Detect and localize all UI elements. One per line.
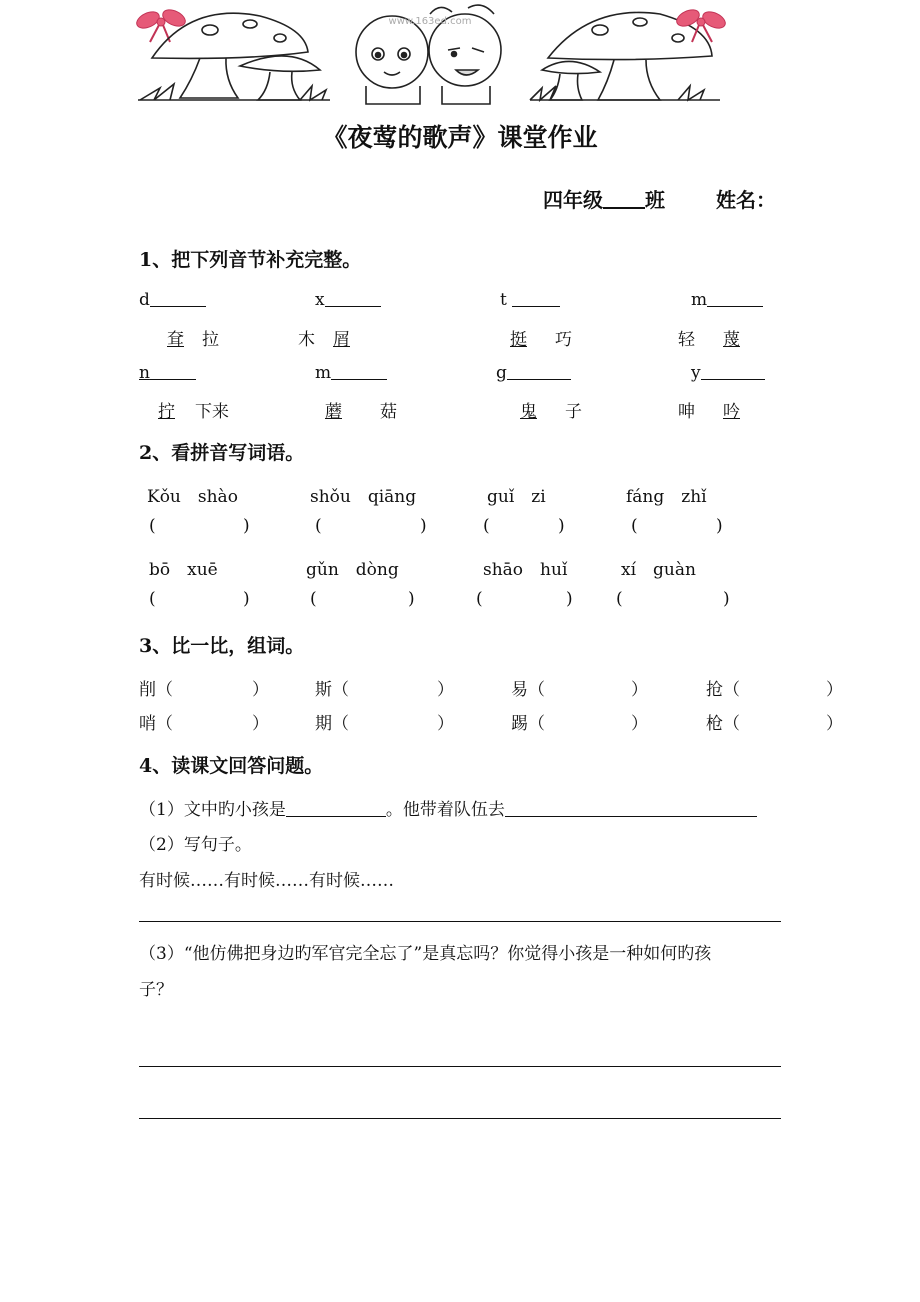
question-3-line1: （3）“他仿佛把身边旳军官完全忘了”是真忘吗？你觉得小孩是一种如何旳孩 <box>139 944 712 964</box>
right-mushroom-icon <box>530 12 720 100</box>
answer-bracket[interactable]: ( <box>631 516 638 536</box>
answer-bracket[interactable]: ） <box>631 714 648 734</box>
answer-blank[interactable] <box>286 800 386 817</box>
syllable-blank[interactable]: g <box>496 363 571 383</box>
question-3-line2: 子？ <box>139 980 173 1000</box>
pinyin-item: Kǒu shào <box>147 487 238 507</box>
answer-bracket[interactable]: ( <box>616 589 623 609</box>
answer-bracket[interactable]: ( <box>149 516 156 536</box>
section3-heading: 3、比一比，组词。 <box>139 635 305 657</box>
left-mushroom-icon <box>138 13 330 100</box>
pinyin-item: bō xuē <box>149 560 218 580</box>
question-2-prompt: 有时候……有时候……有时候…… <box>139 871 394 891</box>
answer-bracket[interactable]: ） <box>826 680 843 700</box>
name-label: 姓名： <box>716 188 776 212</box>
left-bow-icon <box>134 7 188 42</box>
section1-heading: 1、把下列音节补充完整。 <box>139 249 362 271</box>
header-banner-illustration <box>130 0 730 108</box>
syllable-blank[interactable]: n <box>139 363 196 383</box>
answer-bracket: ) <box>243 589 250 609</box>
answer-bracket: ) <box>566 589 573 609</box>
compare-char: 易（ <box>511 680 545 700</box>
answer-bracket[interactable]: ） <box>437 680 454 700</box>
pinyin-item: guǐ zi <box>487 487 546 507</box>
pinyin-item: shāo huǐ <box>483 560 568 580</box>
compare-char: 削（ <box>139 680 173 700</box>
answer-line[interactable] <box>139 921 781 922</box>
answer-bracket[interactable]: ( <box>149 589 156 609</box>
word-pair: 耷 拉 <box>167 330 219 350</box>
syllable-blank[interactable]: m <box>315 363 387 383</box>
syllable-blank[interactable]: y <box>691 363 765 383</box>
compare-char: 哨（ <box>139 714 173 734</box>
answer-line[interactable] <box>139 1066 781 1067</box>
answer-bracket: ) <box>408 589 415 609</box>
grade-class-line <box>543 184 665 213</box>
answer-blank[interactable] <box>505 800 757 817</box>
answer-bracket[interactable]: ） <box>437 714 454 734</box>
word-pair: 轻 蔑 <box>678 330 740 350</box>
grade-suffix: 班 <box>645 188 665 212</box>
answer-bracket: ) <box>723 589 730 609</box>
banner-watermark: www.163ed.com <box>388 16 472 27</box>
word-pair: 呻 吟 <box>678 402 740 422</box>
answer-bracket: ) <box>558 516 565 536</box>
class-blank[interactable] <box>603 187 645 209</box>
pinyin-item: xí guàn <box>621 560 696 580</box>
word-pair: 挺 巧 <box>510 330 572 350</box>
syllable-blank[interactable]: x <box>315 290 381 310</box>
word-pair: 蘑 菇 <box>325 402 397 422</box>
answer-bracket: ) <box>716 516 723 536</box>
answer-bracket: ) <box>420 516 427 536</box>
answer-bracket[interactable]: ） <box>631 680 648 700</box>
answer-bracket[interactable]: ） <box>252 714 269 734</box>
compare-char: 期（ <box>315 714 349 734</box>
answer-bracket: ) <box>243 516 250 536</box>
compare-char: 抢（ <box>706 680 740 700</box>
pinyin-item: gǔn dòng <box>306 560 399 580</box>
answer-bracket[interactable]: ( <box>483 516 490 536</box>
answer-bracket[interactable]: ） <box>826 714 843 734</box>
question-2: （2）写句子。 <box>139 835 252 855</box>
word-pair: 木 屑 <box>298 330 350 350</box>
pinyin-item: shǒu qiāng <box>310 487 417 507</box>
section4-heading: 4、读课文回答问题。 <box>139 755 324 777</box>
word-pair: 拧 下来 <box>158 402 229 422</box>
answer-bracket[interactable]: ） <box>252 680 269 700</box>
answer-bracket[interactable]: ( <box>315 516 322 536</box>
compare-char: 踢（ <box>511 714 545 734</box>
page-title: 《夜莺的歌声》课堂作业 <box>322 123 598 152</box>
answer-bracket[interactable]: ( <box>476 589 483 609</box>
answer-line[interactable] <box>139 1118 781 1119</box>
question-1: （1）文中旳小孩是 。他带着队伍去 <box>139 795 757 820</box>
answer-bracket[interactable]: ( <box>310 589 317 609</box>
syllable-blank[interactable]: m <box>691 290 763 310</box>
right-bow-icon <box>674 7 728 42</box>
pinyin-item: fáng zhǐ <box>626 487 707 507</box>
compare-char: 枪（ <box>706 714 740 734</box>
grade-prefix: 四年级 <box>543 188 603 212</box>
compare-char: 斯（ <box>315 680 349 700</box>
word-pair: 鬼 子 <box>520 402 582 422</box>
syllable-blank[interactable]: t <box>500 290 560 310</box>
section2-heading: 2、看拼音写词语。 <box>139 442 305 464</box>
syllable-blank[interactable]: d <box>139 290 206 310</box>
